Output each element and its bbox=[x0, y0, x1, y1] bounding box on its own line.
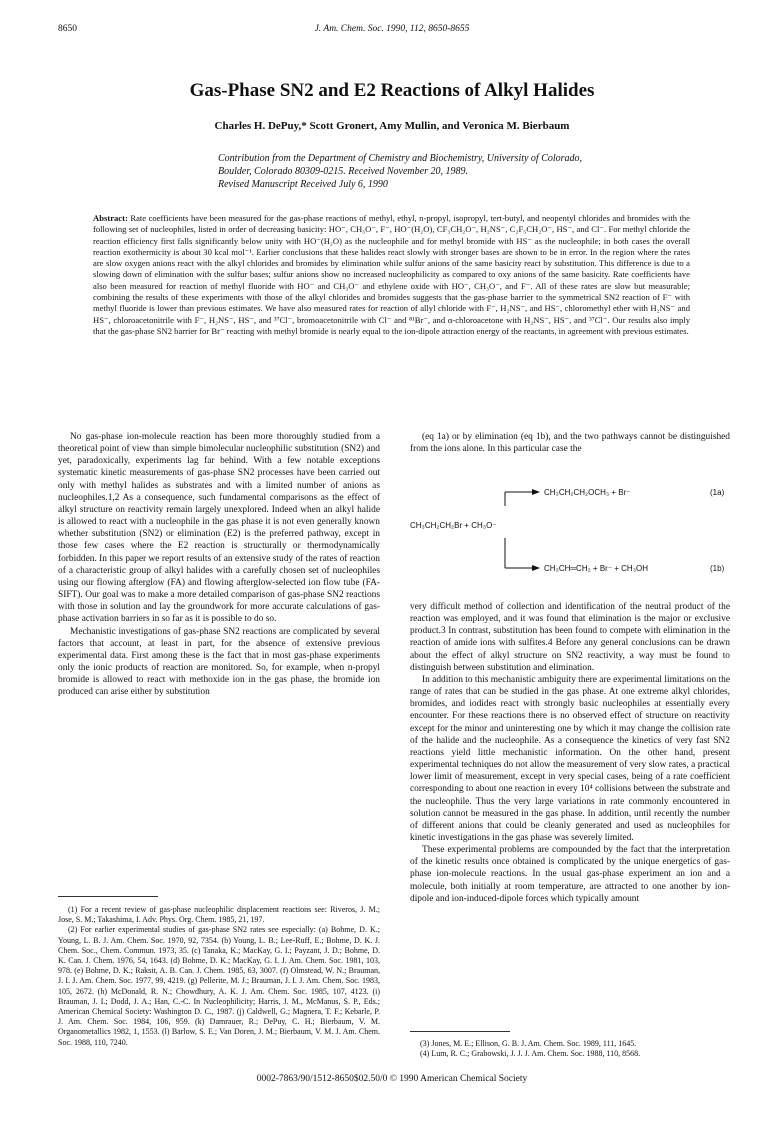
footnotes-right bbox=[410, 1039, 730, 1059]
body-paragraph-4: very difficult method of collection and identification of the neutral product of the reaction was employed, and it was found that elimination is the major or exclusive product.3 In contrast, substitution has been found to compete with elimination in the reaction of amide ions with sulfites.4 Before any general conclusions can be drawn about the effect of alkyl structure on SN2 reactivity, a way must be found to distinguish between substitution and elimination. bbox=[410, 602, 730, 673]
arrowhead-1b bbox=[532, 565, 540, 571]
journal-reference: J. Am. Chem. Soc. 1990, 112, 8650-8655 bbox=[314, 24, 470, 34]
scheme-label-1b: (1b) bbox=[710, 564, 725, 573]
copyright-line: 0002-7863/90/1512-8650$02.50/0 © 1990 American Chemical Society bbox=[256, 1074, 528, 1084]
abstract-label: Abstract: bbox=[93, 213, 128, 223]
footnote-2: (2) For earlier experimental studies of gas-phase SN2 rates see especially: (a) Bohme, D. K.; Young, L. B. J. Am. Chem. Soc. 1970, 92, 7354. (b) Young, L. B.; Lee-Ruff, E.; Bohme, D. K. J. Chem. Soc., Chem. Commun. 1973, 35. (c) Tanaka, K.; MacKay, G. I.; Payzant, J. D.; Bohme, D. K. Can. J. Chem. 1976, 54, 1643. (d) Bohme, D. K.; MacKay, G. I. J. Am. Chem. Soc. 1981, 103, 978. (e) Bohme, D. K.; Raksit, A. B. Can. J. Chem. 1985, 63, 3007. (f) Olmstead, W. N.; Brauman, J. I. J. Am. Chem. Soc. 1977, 99, 4219. (g) Pellerite, M. J.; Brauman, J. I. J. Am. Chem. Soc. 1983, 105, 2672. (h) McDonald, R. N.; Chowdhury, A. K. J. Am. Chem. Soc. 1985, 107, 4123. (i) Brauman, J. I.; Dodd, J. A.; Han, C.-C. In Nucleophilicity; Harris, J. M., McManus, S. P., Eds.; American Chemical Society: Washington D. C., 1987. (j) Caldwell, G.; Magnera, T. F.; Kebarle, P. J. Am. Chem. Soc. 1984, 106, 959. (k) Damrauer, R.; DePuy, C. H.; Bierbaum, V. M. Organometallics 1982, 1, 1553. (l) Barlow, S. E.; Van Doren, J. M.; Bierbaum, V. M. J. Am. Chem. Soc. 1988, 110, 7240. bbox=[58, 925, 380, 1047]
left-column bbox=[58, 431, 380, 698]
right-column-bottom bbox=[410, 601, 730, 905]
abstract bbox=[93, 213, 690, 337]
scheme-product-1b: CH₃CH═CH₂ + Br⁻ + CH₃OH bbox=[544, 564, 648, 573]
scheme-label-1a: (1a) bbox=[710, 488, 725, 497]
body-paragraph-2: Mechanistic investigations of gas-phase SN2 reactions are complicated by several factors that account, at least in part, for the absence of extensive previous experimental data. First among these is the fact that in most gas-phase experiments only the ionic products of reaction are monitored. So, for example, when n-propyl bromide is allowed to react with methoxide ion in the gas phase, the bromide ion produced can arise either by substitution bbox=[58, 626, 380, 698]
scheme-product-1a: CH₃CH₂CH₂OCH₃ + Br⁻ bbox=[544, 488, 631, 497]
footnote-1: (1) For a recent review of gas-phase nucleophilic displacement reactions see: Riveros, J. M.; Jose, S. M.; Takashima, I. Adv. Phys. Org. Chem. 1985, 21, 197. bbox=[58, 905, 380, 925]
body-paragraph-3: (eq 1a) or by elimination (eq 1b), and the two pathways cannot be distinguished from the ions alone. In this particular case the bbox=[410, 432, 730, 455]
affiliation bbox=[218, 152, 718, 191]
footnotes-left bbox=[58, 905, 380, 1048]
article-title: Gas-Phase SN2 and E2 Reactions of Alkyl Halides bbox=[189, 80, 595, 101]
body-paragraph-5: In addition to this mechanistic ambiguity there are experimental limitations on the range of rates that can be studied in the gas phase. At one extreme alkyl chlorides, bromides, and iodides react with strongly basic nucleophiles at essentially every encounter. For these reactions there is no observed effect of structure on reactivity except for the minor and uninteresting one by which it may change the collision rate of the halide and the nucleophile. As a consequence the kinetics of very fast SN2 reactions yield little mechanistic information. On the other hand, present experimental techniques do not allow the measurement of very slow rates, a practical lower limit of measurement, except in very special cases, being of a rate coefficient corresponding to about one reaction in every 10⁴ collisions between the substrate and the nucleophile. Thus the very large variations in rate commonly encountered in solution cannot be measured in the gas phase. In addition, until recently the number of different anions that could be cleanly generated and used as nucleophiles for kinetic investigations in the gas phase was severely limited. bbox=[410, 674, 730, 843]
body-paragraph-6: These experimental problems are compounded by the fact that the interpretation of the kinetic results once obtained is complicated by the unique energetics of gas-phase ion-molecule reactions. In the usual gas-phase experiment an ion and a molecule, both initially at room temperature, are attracted to one another by ion-dipole and ion-induced-dipole forces which typically amount bbox=[410, 845, 730, 904]
arrowhead-1a bbox=[532, 489, 540, 495]
footnote-4: (4) Lum, R. C.; Grabowski, J. J. J. Am. Chem. Soc. 1988, 110, 8568. bbox=[420, 1049, 641, 1059]
footnote-divider-left bbox=[58, 896, 158, 897]
author-list: Charles H. DePuy,* Scott Gronert, Amy Mullin, and Veronica M. Bierbaum bbox=[214, 120, 570, 132]
page-number: 8650 bbox=[58, 24, 77, 34]
affiliation-line-2: Boulder, Colorado 80309-0215. Received November 20, 1989. bbox=[218, 166, 468, 177]
right-column-top bbox=[410, 431, 730, 455]
affiliation-line-1: Contribution from the Department of Chemistry and Biochemistry, University of Colorado, bbox=[218, 153, 583, 164]
affiliation-line-3: Revised Manuscript Received July 6, 1990 bbox=[218, 179, 388, 190]
scheme-reactants: CH₃CH₂CH₂Br + CH₃O⁻ bbox=[410, 521, 497, 530]
abstract-text: Rate coefficients have been measured for the gas-phase reactions of methyl, ethyl, n-propyl, isopropyl, tert-butyl, and neopentyl chlorides and bromides with the following set of nucleophiles, listed in order of decreasing basicity: HO⁻, CH₃O⁻, F⁻, HO⁻(H₂O), CF₃CH₂O⁻, H₂NS⁻, C₂F₅CH₂O⁻, HS⁻, and Cl⁻. For methyl chloride the reaction efficiency first falls significantly below unity with HO⁻(H₂O) as the nucleophile and for methyl bromide with HS⁻ as the nucleophile; in both cases the overall reaction exothermicity is about 30 kcal mol⁻¹. Earlier conclusions that these halides react slowly with stronger bases are shown to be in error. In the region where the rates are slow oxygen anions react with the alkyl chlorides and bromides by elimination while sulfur anions of the same basicity react by substitution. This difference is due to a slowing down of elimination with the sulfur bases; sulfur anions show no increased nucleophilicity as compared to oxy anions of the same basicity. Rate coefficients have also been measured for reaction of methyl fluoride with HO⁻ and CH₃O⁻ and ethylene oxide with HO⁻, CH₃O⁻, and F⁻. All of these rates are slow but measurable; combining the results of these experiments with those of the alkyl chlorides and bromides suggests that the gas-phase barrier to the symmetrical SN2 reaction of F⁻ with methyl fluoride is lower than previous estimates. We have also measured rates for reaction of allyl chloride with F⁻, H₂NS⁻, and HS⁻, chloromethyl ether with H₂NS⁻ and HS⁻, chloroacetonitrile with F⁻, H₂NS⁻, HS⁻, and ³⁷Cl⁻, bromoacetonitrile with Cl⁻ and ⁸¹Br⁻, and α-chloroacetone with H₂NS⁻, HS⁻, and ³⁷Cl⁻. Our results also imply that the gas-phase SN2 barrier for Br⁻ reacting with methyl bromide is nearly equal to the ion-dipole attraction energy of the reactants, in agreement with previous estimates. bbox=[93, 213, 691, 336]
footnote-divider-right bbox=[410, 1031, 510, 1032]
footnote-3: (3) Jones, M. E.; Ellison, G. B. J. Am. Chem. Soc. 1989, 111, 1645. bbox=[420, 1039, 637, 1048]
body-paragraph-1: No gas-phase ion-molecule reaction has been more thoroughly studied from a theoretical point of view than simple bimolecular nucleophilic substitution (SN2) and yet, paradoxically, experiments lag far behind. With a few notable exceptions systematic kinetic measurements of gas-phase SN2 processes have been carried out only with methyl halides as substrates and with a limited number of anions as nucleophiles.1,2 As a consequence, such fundamental comparisons as the effect of alkyl structure on reactivity remain largely unexplored. Indeed when an alkyl halide is allowed to react with a nucleophile in the gas phase it is not even generally known whether substitution (SN2) or elimination (E2) is the preferred pathway, except in those few cases where the E2 reaction is structurally or thermodynamically forbidden. In this paper we report results of an extensive study of the rates of reaction of a characteristic group of alkyl halides with a carefully chosen set of nucleophiles using our flowing afterglow (FA) and flowing afterglow-selected ion flow tube (FA-SIFT). Our goal was to make a more detailed comparison of gas-phase SN2 reactions with those in solution and lay the groundwork for more accurate calculations of gas-phase activation barriers in so far as it is possible to do so. bbox=[58, 432, 380, 625]
reaction-scheme bbox=[410, 478, 740, 592]
